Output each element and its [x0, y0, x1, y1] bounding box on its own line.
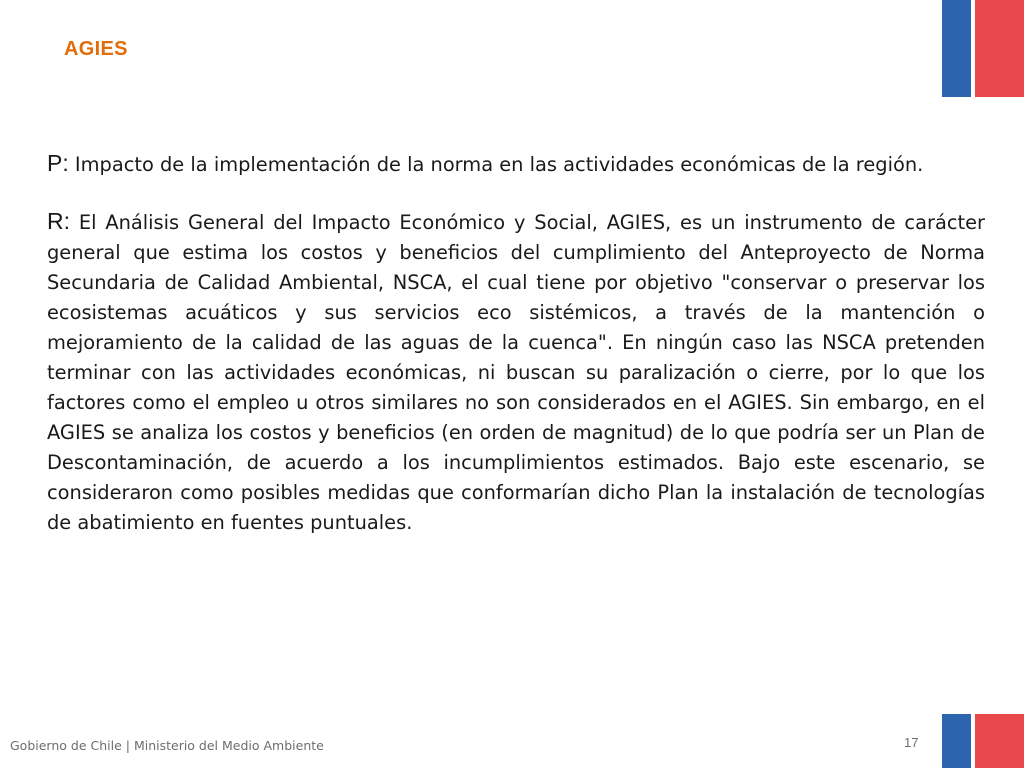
slide-title: AGIES: [64, 38, 128, 60]
flag-blue-stripe: [942, 714, 971, 768]
answer-marker: R:: [47, 208, 70, 234]
slide-body: [47, 148, 985, 538]
chile-flag-logo-bottom: [942, 714, 1024, 768]
answer-paragraph: [47, 206, 985, 538]
flag-red-stripe: [975, 714, 1024, 768]
page-number: 17: [904, 735, 919, 750]
flag-blue-stripe: [942, 0, 971, 97]
footer-text: Gobierno de Chile | Ministerio del Medio Ambiente: [10, 738, 324, 753]
question-paragraph: [47, 148, 985, 180]
chile-flag-logo-top: [942, 0, 1024, 97]
question-text: Impacto de la implementación de la norma en las actividades económicas de la región.: [74, 153, 924, 176]
flag-red-stripe: [975, 0, 1024, 97]
question-marker: P:: [47, 150, 69, 176]
answer-text: El Análisis General del Impacto Económico y Social, AGIES, es un instrumento de carácter general que estima los costos y beneficios del cumplimiento del Anteproyecto de Norma Secundaria de Calidad Ambiental, NSCA, el cual tiene por objetivo "conservar o preservar los ecosistemas acuáticos y sus servicios eco sistémicos, a través de la mantención o mejoramiento de la calidad de las aguas de la cuenca". En ningún caso las NSCA pretenden terminar con las actividades económicas, ni buscan su paralización o cierre, por lo que los factores como el empleo u otros similares no son considerados en el AGIES. Sin embargo, en el AGIES se analiza los costos y beneficios (en orden de magnitud) de lo que podría ser un Plan de Descontaminación, de acuerdo a los incumplimientos estimados. Bajo este escenario, se consideraron como posibles medidas que conformarían dicho Plan la instalación de tecnologías de abatimiento en fuentes puntuales.: [47, 211, 985, 534]
